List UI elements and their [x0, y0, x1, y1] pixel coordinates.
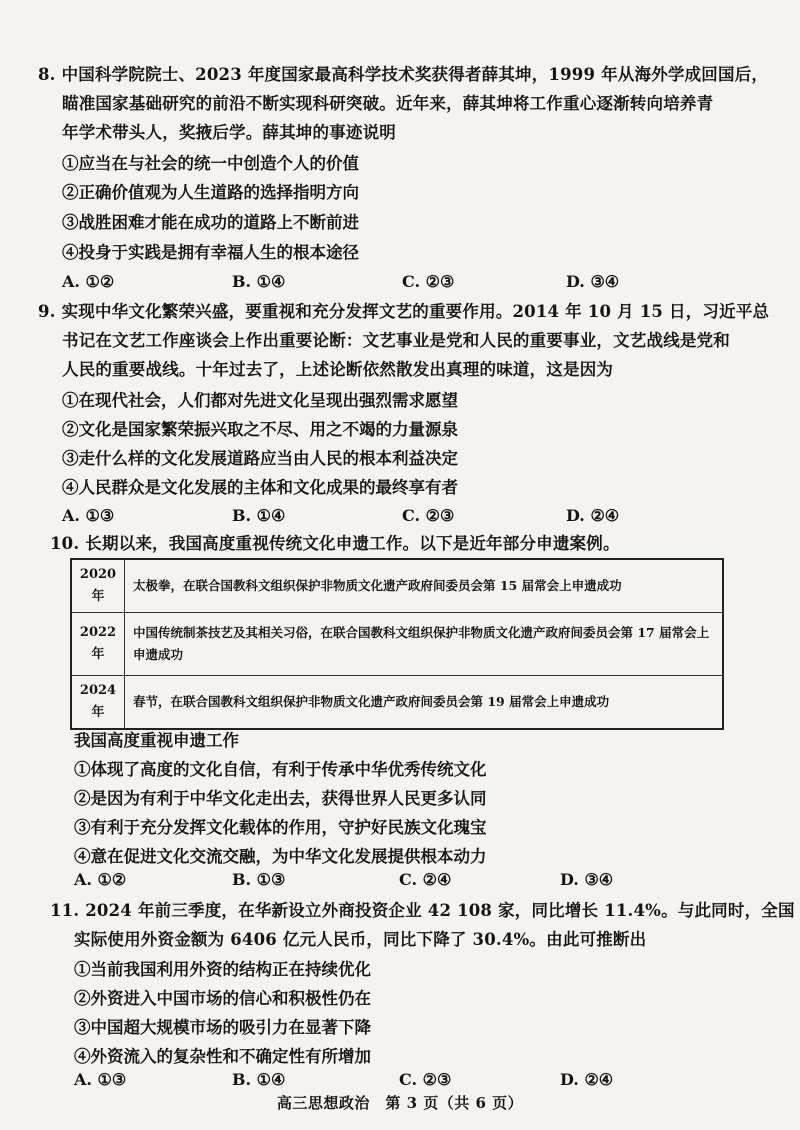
question-8-stem-line: 瞄准国家基础研究的前沿不断实现科研突破。近年来，薛其坤将工作重心逐渐转向培养青: [62, 94, 714, 113]
question-9-choice-a[interactable]: A. ①③: [62, 506, 115, 525]
question-9-stem-line: 9. 实现中华文化繁荣兴盛，要重视和充分发挥文艺的重要作用。2014 年 10 月 15 日，习近平总: [38, 302, 770, 321]
question-8-choice-a[interactable]: A. ①②: [62, 272, 115, 291]
question-10-choice-c[interactable]: C. ②④: [399, 870, 452, 889]
question-9-choice-d[interactable]: D. ②④: [566, 506, 620, 525]
question-8-choice-b[interactable]: B. ①④: [232, 272, 286, 291]
question-10-choice-d[interactable]: D. ③④: [560, 870, 614, 889]
question-8-stem-line: 年学术带头人，奖掖后学。薛其坤的事迹说明: [62, 123, 396, 142]
question-9-choice-c[interactable]: C. ②③: [402, 506, 455, 525]
question-8-stem: [38, 60, 768, 147]
question-9-choice-b[interactable]: B. ①④: [232, 506, 286, 525]
question-11-choice-c[interactable]: C. ②③: [399, 1070, 452, 1089]
question-8-choices: [62, 268, 722, 296]
question-9-option-3: ③走什么样的文化发展道路应当由人民的根本利益决定: [62, 449, 458, 468]
table-row: [71, 559, 723, 613]
question-10-option-3: ③有利于充分发挥文化载体的作用，守护好民族文化瑰宝: [74, 818, 487, 837]
table-cell-text: 中国传统制茶技艺及其相关习俗，在联合国教科文组织保护非物质文化遗产政府间委员会第 17 届常会上申遗成功: [125, 613, 724, 676]
question-11-choices: [74, 1066, 724, 1094]
question-8-choice-c[interactable]: C. ②③: [402, 272, 455, 291]
question-10-option-2: ②是因为有利于中华文化走出去，获得世界人民更多认同: [74, 789, 487, 808]
question-8-option-1: ①应当在与社会的统一中创造个人的价值: [62, 154, 359, 173]
question-8-option-4: ④投身于实践是拥有幸福人生的根本途径: [62, 243, 359, 262]
question-9-stem: [38, 297, 769, 384]
question-9-stem-line: 人民的重要战线。十年过去了，上述论断依然散发出真理的味道，这是因为: [62, 360, 614, 379]
table-cell-year: 2020 年: [71, 559, 125, 613]
question-11-option-2: ②外资进入中国市场的信心和积极性仍在: [74, 989, 371, 1008]
question-11-stem: [50, 896, 795, 954]
question-8-stem-line: 8. 中国科学院院士、2023 年度国家最高科学技术奖获得者薛其坤，1999 年从海外学成回国后，: [38, 65, 769, 84]
table-row: [71, 613, 723, 676]
question-11-stem-line: 实际使用外资金额为 6406 亿元人民币，同比下降了 30.4%。由此可推断出: [74, 930, 647, 949]
question-11-option-4: ④外资流入的复杂性和不确定性有所增加: [74, 1047, 371, 1066]
question-10-option-1: ①体现了高度的文化自信，有利于传承中华优秀传统文化: [74, 760, 487, 779]
page-footer: 高三思想政治 第 3 页（共 6 页）: [276, 1094, 524, 1112]
question-9-stem-line: 书记在文艺工作座谈会上作出重要论断：文艺事业是党和人民的重要事业，文艺战线是党和: [62, 331, 730, 350]
table-cell-year: 2022 年: [71, 613, 125, 676]
question-8-option-3: ③战胜困难才能在成功的道路上不断前进: [62, 213, 359, 232]
question-10-choice-b[interactable]: B. ①③: [232, 870, 286, 889]
question-9-choices: [62, 502, 722, 530]
table-cell-year: 2024 年: [71, 676, 125, 730]
question-11-stem-line: 11. 2024 年前三季度，在华新设立外商投资企业 42 108 家，同比增长 11.4%。与此同时，全国: [50, 901, 795, 920]
question-8-option-2: ②正确价值观为人生道路的选择指明方向: [62, 183, 359, 202]
question-9-option-1: ①在现代社会，人们都对先进文化呈现出强烈需求愿望: [62, 391, 458, 410]
question-10-stem-line: 10. 长期以来，我国高度重视传统文化申遗工作。以下是近年部分申遗案例。: [50, 534, 620, 553]
question-9-option-4: ④人民群众是文化发展的主体和文化成果的最终享有者: [62, 478, 458, 497]
question-11-option-3: ③中国超大规模市场的吸引力在显著下降: [74, 1018, 371, 1037]
question-11-choice-d[interactable]: D. ②④: [560, 1070, 614, 1089]
table-cell-text: 太极拳，在联合国教科文组织保护非物质文化遗产政府间委员会第 15 届常会上申遗成功: [125, 559, 724, 613]
question-10-stem: [50, 529, 620, 558]
question-11-choice-a[interactable]: A. ①③: [74, 1070, 127, 1089]
question-10-option-4: ④意在促进文化交流交融，为中华文化发展提供根本动力: [74, 847, 487, 866]
question-10-choice-a[interactable]: A. ①②: [74, 870, 127, 889]
table-cell-text: 春节，在联合国教科文组织保护非物质文化遗产政府间委员会第 19 届常会上申遗成功: [125, 676, 724, 730]
question-11-choice-b[interactable]: B. ①④: [232, 1070, 286, 1089]
question-10-lead: 我国高度重视申遗工作: [74, 731, 239, 750]
question-9-option-2: ②文化是国家繁荣振兴取之不尽、用之不竭的力量源泉: [62, 420, 458, 439]
question-11-option-1: ①当前我国利用外资的结构正在持续优化: [74, 960, 371, 979]
table-row: [71, 676, 723, 730]
heritage-cases-table: [70, 558, 724, 730]
question-10-choices: [74, 866, 724, 894]
question-8-choice-d[interactable]: D. ③④: [566, 272, 620, 291]
